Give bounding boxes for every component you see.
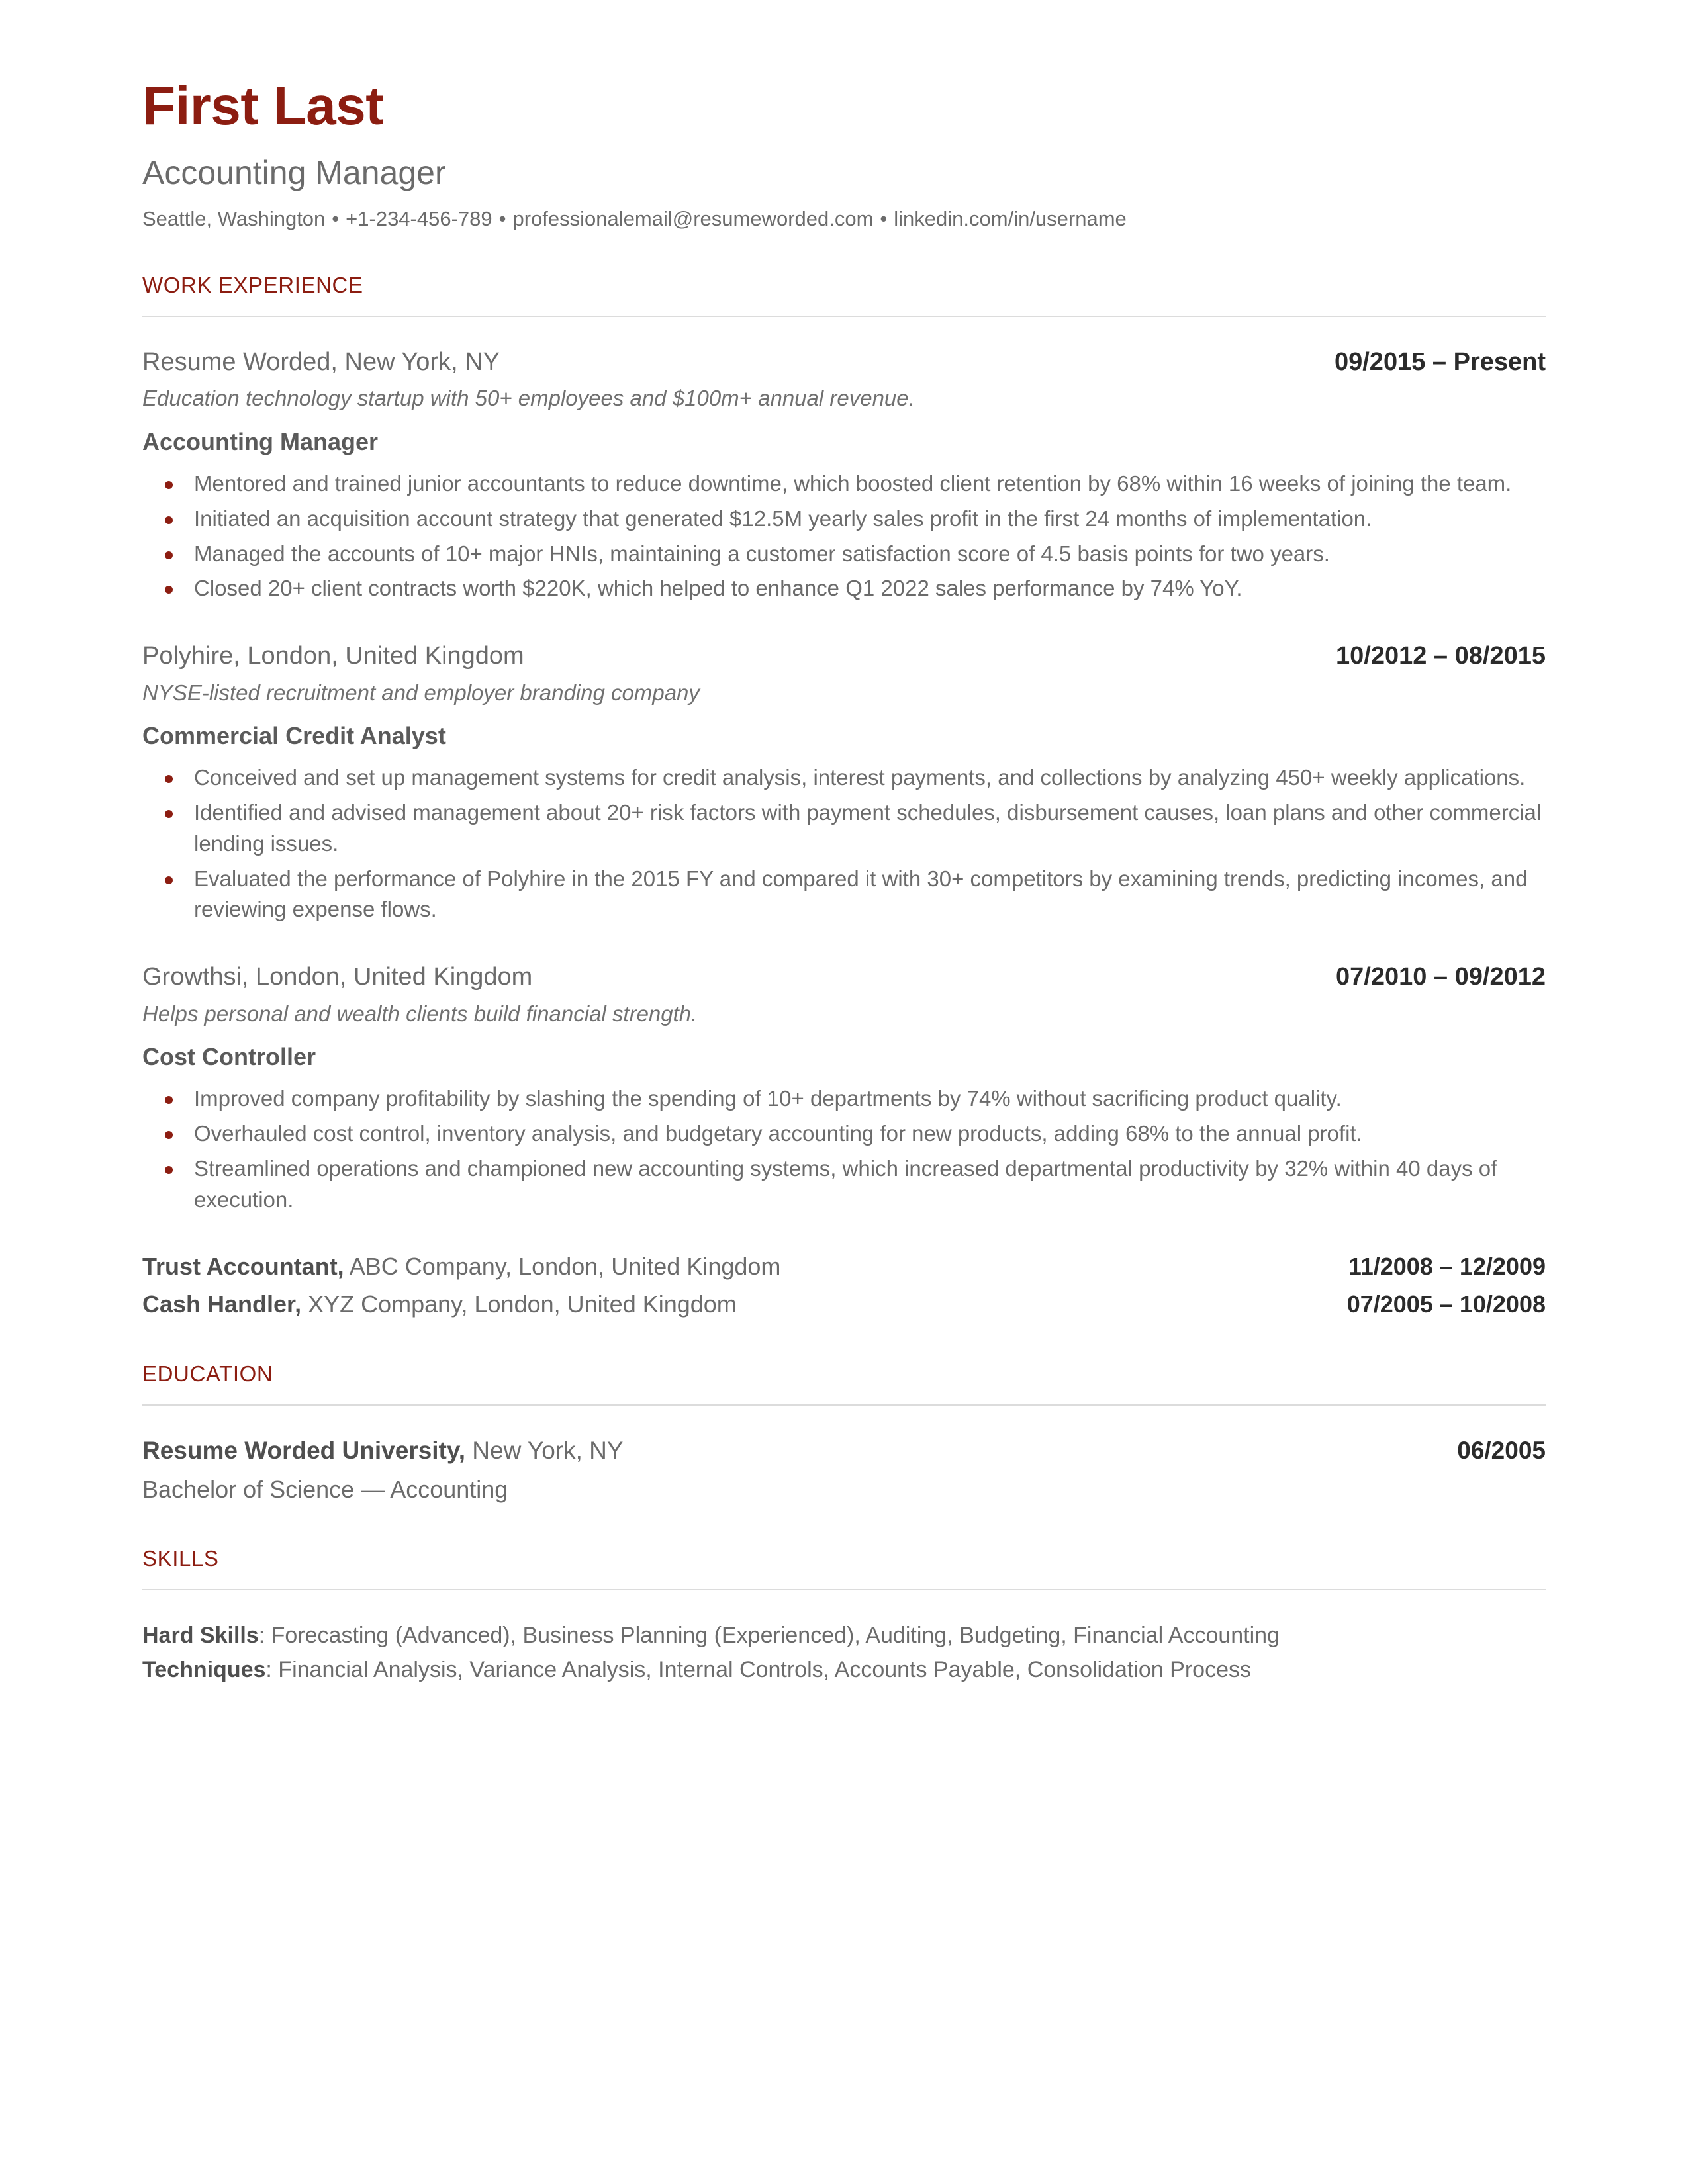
job-bullet: Conceived and set up management systems for credit analysis, interest payments, and collections by analyzing 450+ weekly applications. — [142, 762, 1546, 794]
contact-linkedin[interactable]: linkedin.com/in/username — [894, 207, 1127, 230]
short-role-title: Cash Handler, — [142, 1291, 302, 1318]
section-title-education: EDUCATION — [142, 1361, 273, 1386]
job-description: Education technology startup with 50+ employees and $100m+ annual revenue. — [142, 386, 915, 411]
job-bullet: Identified and advised management about 20+ risk factors with payment schedules, disbursement causes, loan plans and other commercial lending issues. — [142, 797, 1546, 860]
job-company: Growthsi, London, United Kingdom — [142, 963, 533, 991]
education-degree: Bachelor of Science — Accounting — [142, 1476, 508, 1503]
job-bullet-list — [142, 469, 1546, 604]
short-role-row — [142, 1289, 1546, 1321]
short-role-title: Trust Accountant, — [142, 1253, 344, 1281]
job-description: NYSE-listed recruitment and employer branding company — [142, 680, 700, 705]
job-bullet: Initiated an acquisition account strategy that generated $12.5M yearly sales profit in the first 24 months of implementation. — [142, 504, 1546, 535]
job-company: Resume Worded, New York, NY — [142, 348, 500, 377]
section-education — [142, 1362, 1546, 1506]
short-role-company: XYZ Company, London, United Kingdom — [301, 1291, 737, 1318]
skill-value: : Financial Analysis, Variance Analysis, Internal Controls, Accounts Payable, Consolidation Process — [265, 1657, 1251, 1683]
job-entry — [142, 961, 1546, 1215]
contact-line — [142, 206, 1546, 232]
section-divider-skills — [142, 1589, 1546, 1590]
short-role-dates: 11/2008 – 12/2009 — [1348, 1253, 1546, 1281]
job-header-row — [142, 961, 1546, 993]
skill-row — [142, 1619, 1546, 1651]
job-title: Commercial Credit Analyst — [142, 722, 446, 750]
job-entry — [142, 346, 1546, 604]
job-entry — [142, 640, 1546, 925]
job-bullet: Overhauled cost control, inventory analysis, and budgetary accounting for new products, adding 68% to the annual profit. — [142, 1118, 1546, 1150]
education-entry — [142, 1435, 1546, 1506]
job-description: Helps personal and wealth clients build financial strength. — [142, 1001, 698, 1026]
candidate-headline: Accounting Manager — [142, 154, 446, 191]
job-header-row — [142, 640, 1546, 672]
job-dates: 07/2010 – 09/2012 — [1336, 963, 1546, 991]
contact-phone[interactable]: +1-234-456-789 — [346, 207, 492, 230]
job-bullet-list — [142, 1083, 1546, 1215]
short-role-row — [142, 1251, 1546, 1283]
section-divider-education — [142, 1404, 1546, 1406]
short-role-list — [142, 1251, 1546, 1320]
job-company: Polyhire, London, United Kingdom — [142, 642, 524, 670]
education-school: Resume Worded University, — [142, 1436, 465, 1464]
job-title: Accounting Manager — [142, 428, 379, 455]
skill-row — [142, 1654, 1546, 1686]
education-school-line — [142, 1435, 624, 1467]
section-divider-work — [142, 316, 1546, 317]
skill-label: Techniques — [142, 1657, 266, 1683]
skill-label: Hard Skills — [142, 1623, 259, 1649]
short-role-left — [142, 1251, 780, 1283]
job-bullet-list — [142, 762, 1546, 925]
job-bullet: Evaluated the performance of Polyhire in the 2015 FY and compared it with 30+ competitors by examining trends, predicting incomes, and reviewing expense flows. — [142, 864, 1546, 926]
contact-separator-2: • — [498, 207, 506, 230]
skill-value: : Forecasting (Advanced), Business Planning (Experienced), Auditing, Budgeting, Financial Accounting — [258, 1623, 1280, 1649]
education-header-row — [142, 1435, 1546, 1467]
section-title-skills: SKILLS — [142, 1545, 219, 1570]
candidate-name: First Last — [142, 76, 384, 136]
short-role-company: ABC Company, London, United Kingdom — [344, 1253, 781, 1281]
job-bullet: Mentored and trained junior accountants to reduce downtime, which boosted client retention by 68% within 16 weeks of joining the team. — [142, 469, 1546, 500]
job-title: Cost Controller — [142, 1043, 316, 1071]
job-bullet: Managed the accounts of 10+ major HNIs, maintaining a customer satisfaction score of 4.5 basis points for two years. — [142, 539, 1546, 570]
job-bullet: Streamlined operations and championed new accounting systems, which increased departmental productivity by 32% within 40 days of execution. — [142, 1154, 1546, 1216]
job-bullet: Improved company profitability by slashing the spending of 10+ departments by 74% without sacrificing product quality. — [142, 1083, 1546, 1115]
section-work-experience — [142, 273, 1546, 1321]
job-bullet: Closed 20+ client contracts worth $220K, which helped to enhance Q1 2022 sales performance by 74% YoY. — [142, 573, 1546, 604]
job-dates: 09/2015 – Present — [1334, 348, 1546, 377]
contact-separator-1: • — [332, 207, 340, 230]
section-skills — [142, 1547, 1546, 1686]
short-role-dates: 07/2005 – 10/2008 — [1346, 1291, 1546, 1318]
education-location: New York, NY — [465, 1436, 624, 1464]
contact-email[interactable]: professionalemail@resumeworded.com — [512, 207, 874, 230]
job-dates: 10/2012 – 08/2015 — [1336, 642, 1546, 670]
education-date: 06/2005 — [1457, 1436, 1546, 1464]
resume-header — [142, 76, 1546, 232]
job-header-row — [142, 346, 1546, 379]
contact-separator-3: • — [880, 207, 888, 230]
short-role-left — [142, 1289, 737, 1321]
section-title-work: WORK EXPERIENCE — [142, 272, 363, 297]
contact-location: Seattle, Washington — [142, 207, 326, 230]
